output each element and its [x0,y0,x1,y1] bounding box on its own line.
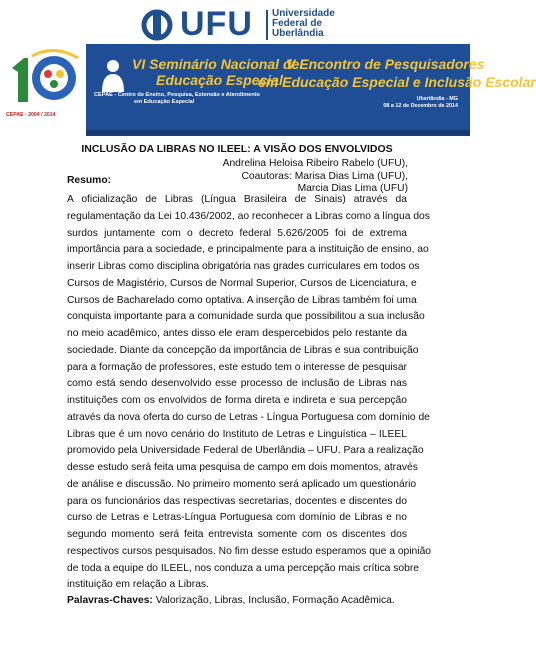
ufu-acronym: UFU [180,5,253,43]
ufu-header [0,5,474,43]
abstract-line: desse estudo será feita uma pesquisa de campo em dois momentos, através [67,462,418,473]
university-name-line-3: Uberlândia [272,28,324,39]
abstract-line: respectivos cursos pesquisados. No fim desse estudo esperamos que a opinião [67,545,432,557]
author-line: Andrelina Heloisa Ribeiro Rabelo (UFU), [222,158,408,169]
seminar-title-line-1: VI Seminário Nacional de [132,56,300,72]
abstract-line: Cursos de Magistério, Cursos de Normal Superior, Cursos de Licenciatura, e [67,277,417,289]
paper-title: INCLUSÃO DA LIBRAS NO ILEEL: A VISÃO DOS ENVOLVIDOS [81,143,393,155]
abstract-line: instituições com os envolvidos de forma direta e indireta e sua percepção [67,395,407,406]
abstract-line: sociedade. Diante da concepção da importância de Libras e sua contribuição [67,344,419,356]
abstract-line: de toda a equipe do ILEEL, nos conduza a uma percepção mais crítica sobre [67,562,420,574]
keywords-list: Valorização, Libras, Inclusão, Formação Acadêmica. [152,595,395,606]
abstract-line: para os funcionários das respectivas secretarias, docentes e discentes do [67,495,407,507]
keywords [67,595,395,606]
cepae-description-line-1: CEPAE - Centro de Ensino, Pesquisa, Extensão e Atendimento [94,92,260,98]
abstract-line: regulamentação da Lei 10.436/2002, ao reconhecer a Libras como a língua dos [67,210,430,222]
author-line: Marcia Dias Lima (UFU) [297,183,408,194]
banner-bottom-strip [86,130,470,136]
abstract-line: no meio acadêmico, antes disso ele eram despercebidos pelo restante da [67,328,407,339]
event-place: Uberlândia - MG [416,96,458,102]
abstract-line: Libras que é um novo cenário do Instituto de Letras e Linguística – ILEEL [67,428,407,440]
university-name [272,9,335,39]
ufu-emblem-icon [140,10,174,40]
meeting-title-line-1: V Encontro de Pesquisadores [286,56,485,72]
university-name-line-2: Federal de [272,18,323,29]
cepae-10-years-logo-icon [4,46,84,112]
meeting-title-line-2: em Educação Especial e Inclusão Escolar [258,74,536,90]
abstract-line: instituição em relação a Libras. [67,579,209,591]
abstract-line: segundo momento será feita entrevista somente com os discentes dos [67,529,407,540]
person-icon [100,58,126,94]
abstract-line: de análise e discussão. No primeiro momento será aplicado um questionário [67,478,417,490]
abstract-body [67,192,432,594]
header-divider [266,10,268,40]
seminar-title-line-2: Educação Especial [156,72,283,88]
event-place-date [383,96,458,110]
abstract-heading: Resumo: [67,175,112,186]
abstract-line: surdos juntamente com o decreto federal 5.626/2005 foi de extrema [67,227,407,239]
abstract-line: inserir Libras como disciplina obrigatória nas grades curriculares em todos os [67,261,420,272]
cepae-logo-caption: CEPAE - 2004 / 2014 [6,112,56,118]
author-line: Coautoras: Marisa Dias Lima (UFU), [241,170,408,182]
author-list [223,158,408,196]
abstract-line: como está sendo desenvolvido esse processo de inclusão de Libras nas [67,378,407,390]
abstract-line: promovido pela Universidade Federal de Uberlândia – UFU. Para a realização [67,445,424,457]
abstract-line: para a formação de professores, este estudo tem o interesse de pesquisar [67,361,407,373]
university-name-line-1: Universidade [272,8,335,19]
cepae-description [94,92,284,106]
abstract-line: curso de Letras e Letras-Língua Portuguesa com domínio de Libras e no [67,512,407,524]
abstract-line: importância para a sociedade, e principalmente para a instituição de ensino, ao [67,244,429,256]
abstract-line: A oficialização de Libras (Língua Brasileira de Sinais) através da [67,194,407,205]
abstract-line: através da nova oferta do curso de Letras - Língua Portuguesa com domínio de [67,411,430,423]
event-banner [86,44,536,136]
cepae-description-line-2: em Educação Especial [134,99,195,105]
abstract-line: Cursos de Bacharelado como optativa. A inserção de Libras também foi uma [67,294,417,306]
keywords-label: Palavras-Chaves: [67,595,153,606]
event-date: 08 a 12 de Dezembro de 2014 [383,103,458,109]
abstract-line: conquista importante para a comunidade surda que possibilitou a sua inclusão [67,311,425,323]
